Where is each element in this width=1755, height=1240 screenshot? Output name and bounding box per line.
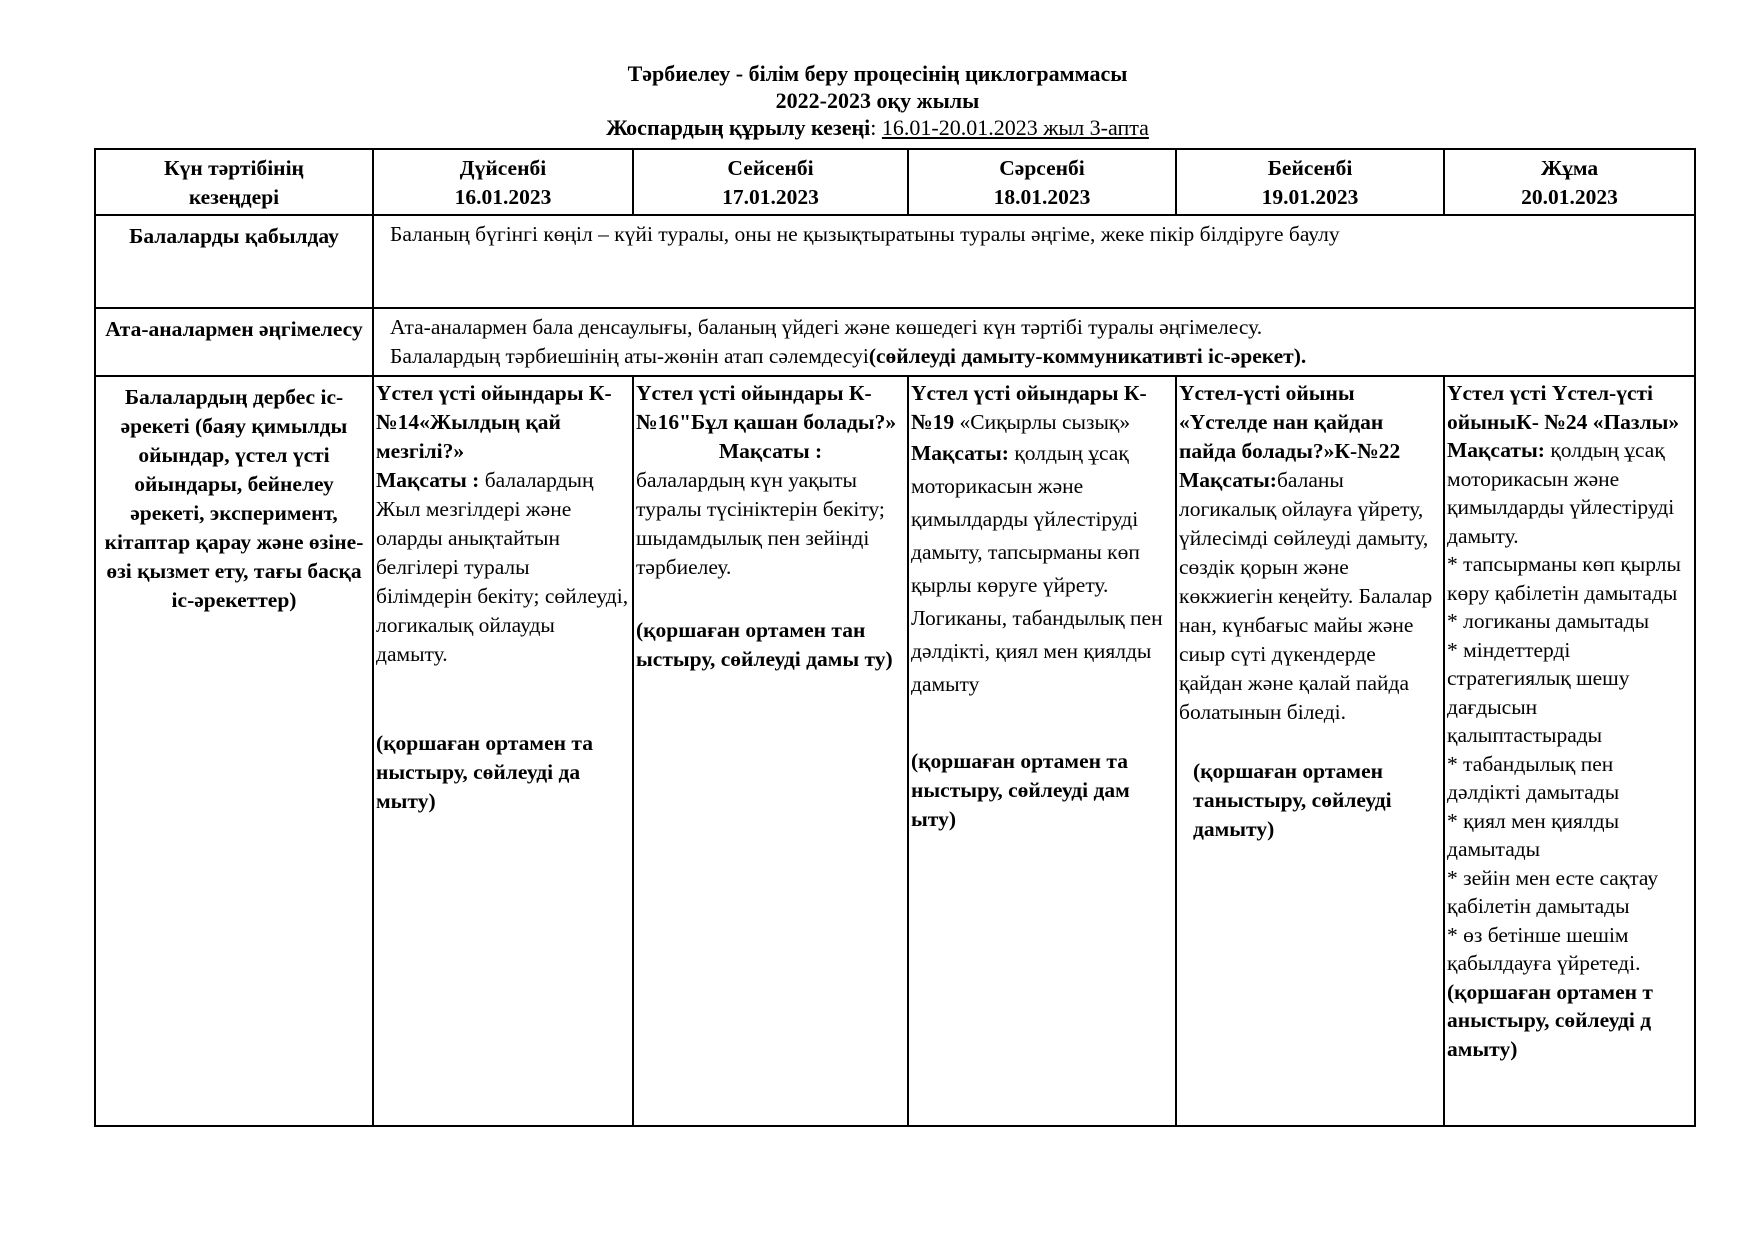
activity-goal: Мақсаты : балалардың Жыл мезгілдері және оларды анықтайтын белгілері туралы білімдерін бекіту; сөйлеуді, логикалық ойлауды дамыту. (376, 468, 629, 666)
activity-goal: Мақсаты: қолдың ұсақ моторикасын және қимылдарды үйлестіруді дамыту, тапсырманы көп қырлы көруге үйрету. Логиканы, табандылық пен дәлдікті, қиял мен қиялды дамыту (911, 441, 1163, 696)
activity-monday (373, 376, 633, 1126)
table-row-activities (95, 376, 1695, 1126)
stage-activities: Балалардың дербес іс-әрекеті (баяу қимылды ойындар, үстел үсті ойындары, бейнелеу әрекеті, эксперимент, кітаптар қарау және өзіне-өзі қызмет ету, тағы басқа іс-әрекеттер) (95, 376, 373, 1126)
table-header-row (95, 149, 1695, 215)
column-header-tuesday: Сейсенбі 17.01.2023 (633, 149, 908, 215)
activity-area: (қоршаған ортамен та ныстыру, сөйлеуді дам ыту) (911, 749, 1130, 831)
reception-text: Баланың бүгінгі көңіл – күйі туралы, оны не қызықтыратыны туралы әңгіме, жеке пікір білдіруге баулу (373, 215, 1695, 308)
list-item: * тапсырманы көп қырлы көру қабілетін дамытады (1447, 552, 1681, 605)
table-row-parents (95, 308, 1695, 376)
activity-goal: Мақсаты:баланы логикалық ойлауға үйрету, үйлесімді сөйлеуді дамыту, сөздік қорын және көкжиегін кеңейту. Балалар нан, күнбағыс майы және сиыр сүті дүкендерде қайдан және қалай пайда болатынын біледі. (1179, 468, 1433, 724)
cyclogram-table (94, 148, 1696, 1127)
activity-tuesday (633, 376, 908, 1126)
list-item: * табандылық пен дәлдікті дамытады (1447, 751, 1620, 804)
activity-area: (қоршаған ортамен та ныстыру, сөйлеуді да мыту) (376, 731, 593, 813)
activity-goal-label: Мақсаты : (718, 439, 823, 463)
list-item: * өз бетінше шешім қабылдауға үйретеді. (1447, 922, 1641, 975)
list-item: * қиял мен қиялды дамытады (1447, 808, 1620, 861)
activity-title: Үстел үсті ойындары К- №16"Бұл қашан болады?» (636, 381, 897, 434)
activity-area: (қоршаған ортамен т аныстыру, сөйлеуді д амыту) (1447, 979, 1653, 1061)
activity-wednesday (908, 376, 1176, 1126)
activity-title: Үстел-үсті ойыны «Үстелде нан қайдан пайда болады?»К-№22 (1179, 381, 1401, 463)
document-title: Тәрбиелеу - білім беру процесінің циклограммасы (627, 61, 1128, 86)
period-label: Жоспардың құрылу кезеңі (606, 115, 871, 140)
activity-title: Үстел үсті ойындары К- №14«Жылдың қай мезгілі?» (376, 381, 612, 463)
period-separator: : (870, 115, 877, 140)
table-row-reception (95, 215, 1695, 308)
activity-goal: балалардың күн уақыты туралы түсініктерін бекіту; шыдамдылық пен зейінді тәрбиелеу. (636, 468, 885, 579)
academic-year: 2022-2023 оқу жылы (775, 88, 980, 113)
period-value: 16.01-20.01.2023 жыл 3-апта (881, 115, 1149, 140)
activity-thursday (1176, 376, 1444, 1126)
activity-friday (1444, 376, 1695, 1126)
column-header-stage: Күн тәртібінің кезеңдері (95, 149, 373, 215)
document-header (0, 60, 1755, 141)
activity-area: (қоршаған ортамен таныстыру, сөйлеуді дамыту) (1193, 759, 1392, 841)
column-header-monday: Дүйсенбі 16.01.2023 (373, 149, 633, 215)
stage-parents: Ата-аналармен әңгімелесу (95, 308, 373, 376)
activity-goal: Мақсаты: қолдың ұсақ моторикасын және қимылдарды үйлестіруді дамыту. (1447, 438, 1675, 548)
stage-reception: Балаларды қабылдау (95, 215, 373, 308)
column-header-friday: Жұма 20.01.2023 (1444, 149, 1695, 215)
parents-text: Ата-аналармен бала денсаулығы, баланың үйдегі және көшедегі күн тәртібі туралы әңгімелесу. Балалардың тәрбиешінің аты-жөнін атап сәлемдесуі(сөйлеуді дамыту-коммуникативті іс-әрекет). (373, 308, 1695, 376)
list-item: * міндеттерді стратегиялық шешу дағдысын қалыптастырады (1447, 637, 1630, 747)
list-item: * логиканы дамытады (1447, 609, 1650, 633)
list-item: * зейін мен есте сақтау қабілетін дамытады (1447, 865, 1659, 918)
activity-area: (қоршаған ортамен тан ыстыру, сөйлеуді дамы ту) (636, 618, 893, 671)
activity-title: Үстел үсті Үстел-үсті ойыныК- №24 «Пазлы» (1447, 381, 1680, 434)
column-header-wednesday: Сәрсенбі 18.01.2023 (908, 149, 1176, 215)
plan-period (0, 114, 1755, 141)
column-header-thursday: Бейсенбі 19.01.2023 (1176, 149, 1444, 215)
activity-title: Үстел үсті ойындары К- №19 «Сиқырлы сызық» (911, 381, 1147, 434)
